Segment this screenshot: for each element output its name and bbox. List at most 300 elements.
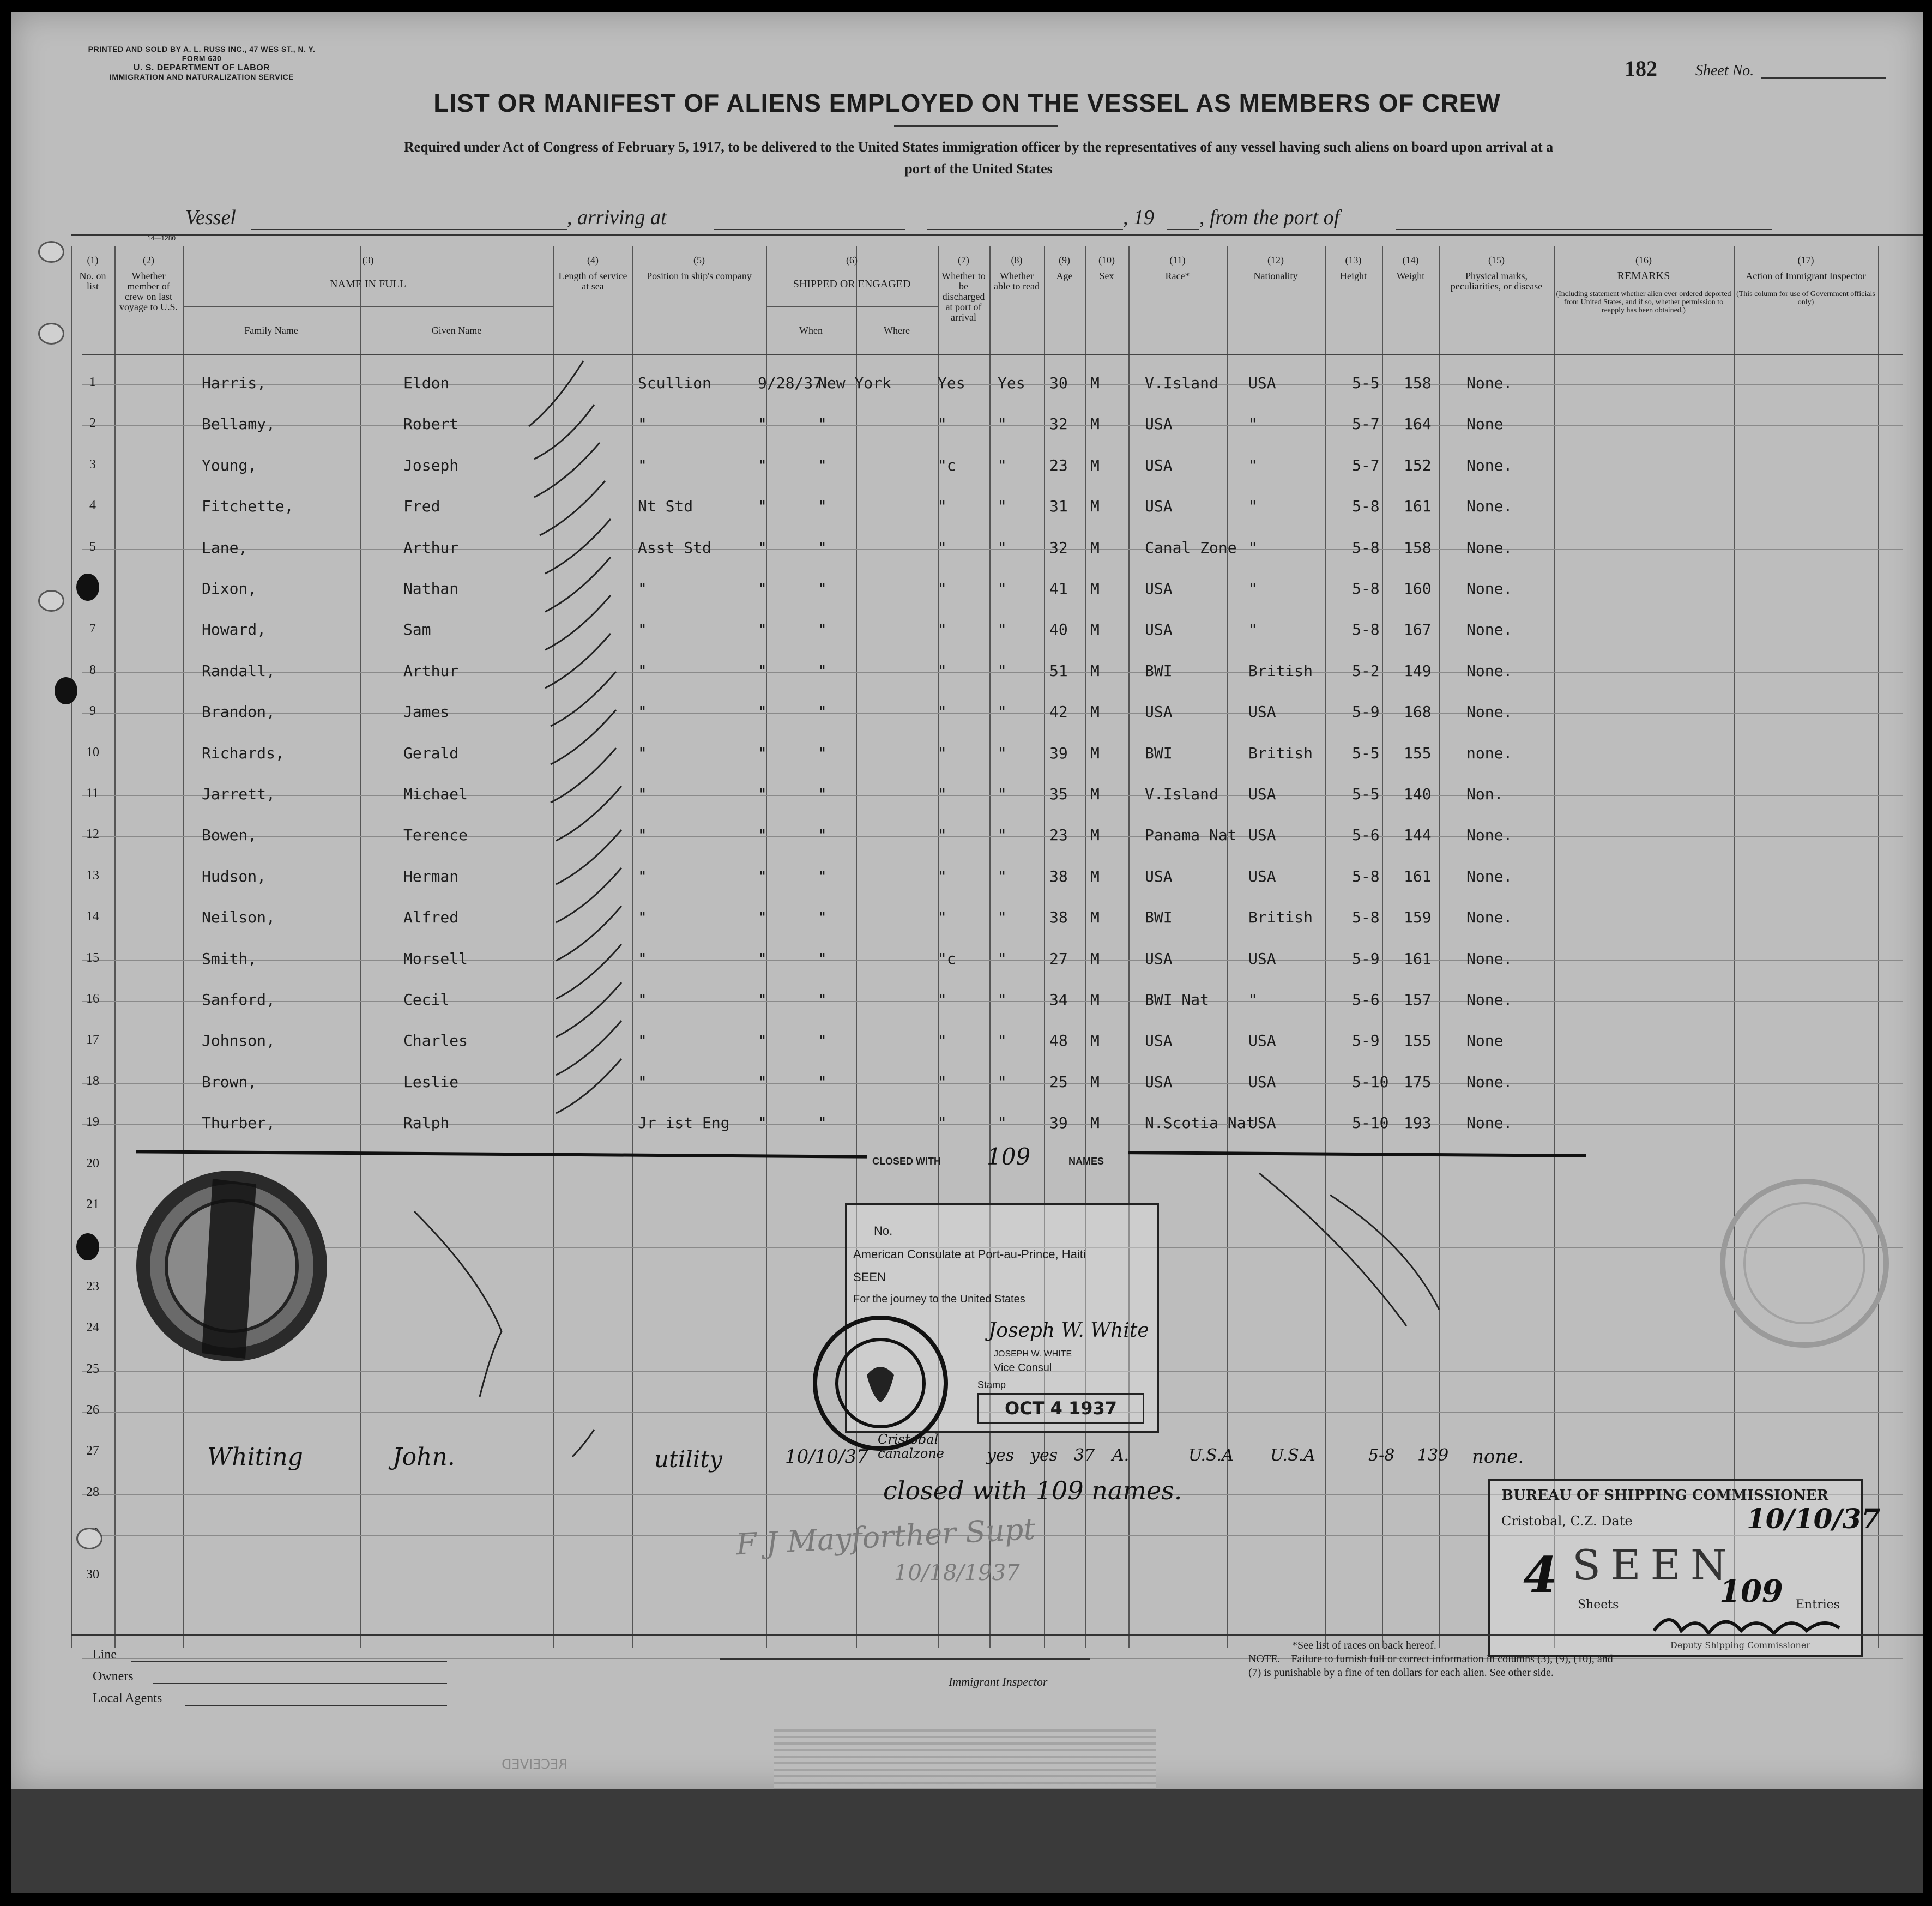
- cell-height: 5-2: [1352, 661, 1380, 680]
- cell-discharged: "c: [938, 456, 956, 474]
- column-number: (17): [1797, 255, 1814, 266]
- column-header: NAME IN FULL: [330, 278, 406, 290]
- cell-age: 41: [1049, 580, 1068, 598]
- hw-marks: none.: [1472, 1446, 1524, 1468]
- cell-given: Sam: [403, 620, 431, 639]
- row-number: 8: [89, 662, 96, 677]
- cell-age: 38: [1049, 867, 1068, 885]
- cell-height: 5-6: [1352, 991, 1380, 1009]
- cell-weight: 155: [1404, 1032, 1432, 1050]
- cell-when: ": [758, 908, 767, 927]
- service: IMMIGRATION AND NATURALIZATION SERVICE: [110, 73, 294, 81]
- page-underlay: [11, 1789, 1923, 1893]
- cell-position: ": [638, 415, 647, 433]
- cell-family: Dixon,: [202, 580, 257, 598]
- shipping-commissioner-stamp: [1488, 1479, 1881, 1657]
- cell-weight: 158: [1404, 538, 1432, 557]
- cell-height: 5-10: [1352, 1114, 1389, 1132]
- cell-sex: M: [1090, 949, 1100, 968]
- row-number: 4: [89, 498, 96, 513]
- note-line-1: NOTE.—Failure to furnish full or correct information in columns (3), (9), (10), and: [1248, 1653, 1613, 1665]
- cell-position: Asst Std: [638, 538, 711, 557]
- cell-height: 5-8: [1352, 580, 1380, 598]
- cell-read: ": [998, 580, 1007, 598]
- column-header: Physical marks, peculiarities, or disease: [1450, 270, 1543, 292]
- cell-sex: M: [1090, 826, 1100, 845]
- cell-weight: 175: [1404, 1072, 1432, 1091]
- cell-nationality: USA: [1248, 374, 1276, 392]
- cell-nationality: British: [1248, 908, 1313, 927]
- cell-given: Cecil: [403, 991, 450, 1009]
- footer-owners-label: Owners: [93, 1669, 134, 1684]
- row-number: 7: [89, 622, 96, 636]
- cell-read: ": [998, 991, 1007, 1009]
- column-header: Nationality: [1253, 270, 1298, 281]
- cell-discharged: ": [938, 620, 947, 639]
- cell-when: ": [758, 826, 767, 845]
- cell-weight: 155: [1404, 744, 1432, 762]
- cell-weight: 167: [1404, 620, 1432, 639]
- footer-owners-field[interactable]: [153, 1683, 447, 1684]
- consulate-stamp-label: Stamp: [977, 1379, 1006, 1390]
- cell-sex: M: [1090, 538, 1100, 557]
- consul-printed-name: JOSEPH W. WHITE: [994, 1349, 1072, 1359]
- cell-discharged: ": [938, 744, 947, 762]
- cell-family: Smith,: [202, 949, 257, 968]
- cell-marks: Non.: [1466, 785, 1504, 803]
- cell-position: ": [638, 661, 647, 680]
- hw-read: yes: [1030, 1446, 1058, 1465]
- from-port-label: , from the port of: [1199, 206, 1340, 229]
- hw-when: 10/10/37: [785, 1446, 868, 1468]
- hw-nationality: U.S.A: [1270, 1446, 1315, 1465]
- cell-sex: M: [1090, 374, 1100, 392]
- cell-weight: 149: [1404, 661, 1432, 680]
- column-header: SHIPPED OR ENGAGED: [793, 278, 911, 290]
- cell-family: Richards,: [202, 744, 285, 762]
- cell-sex: M: [1090, 456, 1100, 474]
- cell-read: ": [998, 620, 1007, 639]
- vessel-label: Vessel: [185, 206, 236, 229]
- cell-when: ": [758, 703, 767, 721]
- closed-with-count: 109: [987, 1143, 1031, 1170]
- cell-weight: 144: [1404, 826, 1432, 845]
- cell-race: Canal Zone: [1145, 538, 1237, 557]
- cell-marks: None.: [1466, 497, 1513, 516]
- column-header: Length of service at sea: [558, 270, 627, 292]
- consulate-no-label: No.: [874, 1224, 893, 1238]
- cell-race: Panama Nat: [1145, 826, 1237, 845]
- footer-line-label: Line: [93, 1648, 117, 1662]
- cell-nationality: USA: [1248, 1032, 1276, 1050]
- cell-nationality: ": [1248, 620, 1258, 639]
- cell-weight: 164: [1404, 415, 1432, 433]
- cell-sex: M: [1090, 867, 1100, 885]
- cell-nationality: ": [1248, 497, 1258, 516]
- cell-position: ": [638, 949, 647, 968]
- cell-position: ": [638, 580, 647, 598]
- cell-race: USA: [1145, 580, 1173, 598]
- consulate-name: American Consulate at Port-au-Prince, Haiti: [853, 1247, 1086, 1261]
- cell-when: ": [758, 949, 767, 968]
- cell-nationality: ": [1248, 991, 1258, 1009]
- bureau-sheets-value: 4: [1523, 1546, 1557, 1604]
- cell-race: USA: [1145, 703, 1173, 721]
- cell-age: 34: [1049, 991, 1068, 1009]
- cell-when: ": [758, 620, 767, 639]
- column-header: No. on list: [79, 270, 106, 292]
- arriving-label: , arriving at: [567, 206, 667, 229]
- form-code: 14—1280: [147, 234, 176, 242]
- cell-family: Bellamy,: [202, 415, 275, 433]
- cell-given: Joseph: [403, 456, 459, 474]
- row-number: 20: [86, 1156, 99, 1171]
- cell-given: Arthur: [403, 538, 459, 557]
- cell-given: Terence: [403, 826, 468, 845]
- cell-read: ": [998, 497, 1007, 516]
- hw-family: Whiting: [207, 1443, 303, 1471]
- cell-when: ": [758, 1072, 767, 1091]
- binder-hole-4: [38, 590, 64, 612]
- cell-family: Hudson,: [202, 867, 267, 885]
- cell-sex: M: [1090, 580, 1100, 598]
- cell-nationality: ": [1248, 538, 1258, 557]
- cell-sex: M: [1090, 744, 1100, 762]
- cell-nationality: USA: [1248, 949, 1276, 968]
- row-number: 21: [86, 1197, 99, 1211]
- cell-when: ": [758, 661, 767, 680]
- cell-position: ": [638, 744, 647, 762]
- cell-weight: 161: [1404, 497, 1432, 516]
- bureau-signer-label: Deputy Shipping Commissioner: [1670, 1640, 1810, 1650]
- cell-where: ": [818, 538, 827, 557]
- cell-weight: 157: [1404, 991, 1432, 1009]
- cell-family: Sanford,: [202, 991, 275, 1009]
- cell-discharged: ": [938, 785, 947, 803]
- page-title: LIST OR MANIFEST OF ALIENS EMPLOYED ON THE VESSEL AS MEMBERS OF CREW: [433, 89, 1501, 117]
- cell-when: ": [758, 991, 767, 1009]
- cell-nationality: British: [1248, 744, 1313, 762]
- column-header: Height: [1340, 270, 1367, 281]
- bureau-city: Cristobal, C.Z. Date: [1501, 1513, 1633, 1529]
- row-number: 5: [89, 539, 96, 554]
- column-number: (11): [1169, 255, 1186, 266]
- cell-nationality: ": [1248, 456, 1258, 474]
- cell-marks: None.: [1466, 661, 1513, 680]
- column-number: (8): [1011, 255, 1023, 266]
- cell-marks: None.: [1466, 1114, 1513, 1132]
- cell-read: ": [998, 661, 1007, 680]
- cell-family: Howard,: [202, 620, 267, 639]
- cell-read: ": [998, 785, 1007, 803]
- cell-read: ": [998, 538, 1007, 557]
- hw-given: John.: [393, 1443, 455, 1471]
- footer-agents-field[interactable]: [185, 1705, 447, 1706]
- column-subheader: Given Name: [431, 325, 482, 336]
- cell-discharged: ": [938, 908, 947, 927]
- cell-position: Jr ist Eng: [638, 1114, 730, 1132]
- cell-race: USA: [1145, 620, 1173, 639]
- cell-where: ": [818, 785, 827, 803]
- year-label: , 19: [1123, 206, 1154, 229]
- cell-discharged: ": [938, 1114, 947, 1132]
- manifest-sheet: [11, 12, 1923, 1789]
- bureau-date: 10/10/37: [1747, 1503, 1881, 1535]
- binder-hole-6: [76, 1233, 99, 1260]
- cell-marks: None.: [1466, 580, 1513, 598]
- binder-hole-5: [55, 677, 77, 704]
- footer-top-rule: [71, 1634, 1923, 1636]
- cell-age: 51: [1049, 661, 1068, 680]
- cell-height: 5-9: [1352, 949, 1380, 968]
- note-line-2: (7) is punishable by a fine of ten dollars for each alien. See other side.: [1248, 1667, 1554, 1679]
- column-number: (10): [1098, 255, 1115, 266]
- cell-height: 5-8: [1352, 908, 1380, 927]
- hw-closed-note: closed with 109 names.: [883, 1476, 1182, 1505]
- bureau-sheets-label: Sheets: [1578, 1598, 1619, 1612]
- column-header: Action of Immigrant Inspector: [1746, 270, 1866, 281]
- bureau-seen: SEEN: [1572, 1541, 1737, 1589]
- binder-hole-7: [76, 1528, 102, 1549]
- hw-discharged: yes: [987, 1446, 1015, 1465]
- cell-height: 5-9: [1352, 703, 1380, 721]
- footer-agents-label: Local Agents: [93, 1691, 162, 1705]
- cell-position: ": [638, 1072, 647, 1091]
- row-number: 11: [86, 786, 99, 800]
- cell-height: 5-8: [1352, 620, 1380, 639]
- cell-when: ": [758, 744, 767, 762]
- cell-age: 48: [1049, 1032, 1068, 1050]
- row-number: 19: [86, 1115, 99, 1130]
- cell-age: 32: [1049, 415, 1068, 433]
- binder-hole-2: [38, 323, 64, 345]
- cell-when: ": [758, 415, 767, 433]
- cell-race: USA: [1145, 867, 1173, 885]
- cell-marks: None.: [1466, 456, 1513, 474]
- cell-position: ": [638, 703, 647, 721]
- cell-where: ": [818, 826, 827, 845]
- cell-discharged: ": [938, 538, 947, 557]
- cell-discharged: "c: [938, 949, 956, 968]
- cell-where: ": [818, 908, 827, 927]
- footer-line-field[interactable]: [131, 1661, 447, 1662]
- cell-sex: M: [1090, 415, 1100, 433]
- hw-height: 5-8: [1368, 1446, 1395, 1465]
- cell-when: 9/28/37: [758, 374, 823, 392]
- cell-where: ": [818, 415, 827, 433]
- cell-given: Arthur: [403, 661, 459, 680]
- cell-when: ": [758, 1032, 767, 1050]
- cell-height: 5-5: [1352, 744, 1380, 762]
- cell-given: James: [403, 703, 450, 721]
- row-number: 15: [86, 950, 99, 965]
- department: U. S. DEPARTMENT OF LABOR: [133, 63, 270, 73]
- cell-marks: None.: [1466, 538, 1513, 557]
- cell-sex: M: [1090, 703, 1100, 721]
- bureau-entries-value: 109: [1719, 1573, 1783, 1609]
- cell-family: Harris,: [202, 374, 267, 392]
- cell-sex: M: [1090, 785, 1100, 803]
- column-header: Race*: [1165, 270, 1190, 281]
- cell-height: 5-7: [1352, 415, 1380, 433]
- column-header: Whether to be discharged at port of arrival: [941, 270, 986, 323]
- column-number: (4): [587, 255, 599, 266]
- cell-weight: 158: [1404, 374, 1432, 392]
- cell-position: ": [638, 1032, 647, 1050]
- cell-age: 30: [1049, 374, 1068, 392]
- cell-where: ": [818, 867, 827, 885]
- consul-title: Vice Consul: [994, 1362, 1052, 1374]
- inspector-signature-field[interactable]: [720, 1658, 1090, 1660]
- cell-race: USA: [1145, 1032, 1173, 1050]
- cell-nationality: ": [1248, 580, 1258, 598]
- cell-where: ": [818, 991, 827, 1009]
- row-number: 28: [86, 1485, 99, 1499]
- binder-hole-1: [38, 241, 64, 263]
- cell-given: Eldon: [403, 374, 450, 392]
- consulate-date: OCT 4 1937: [977, 1393, 1144, 1424]
- cell-given: Charles: [403, 1032, 468, 1050]
- cell-position: ": [638, 620, 647, 639]
- column-number: (7): [958, 255, 969, 266]
- cell-sex: M: [1090, 1032, 1100, 1050]
- cell-read: ": [998, 908, 1007, 927]
- row-number: 26: [86, 1403, 99, 1417]
- cell-race: USA: [1145, 415, 1173, 433]
- cell-discharged: ": [938, 991, 947, 1009]
- cell-height: 5-8: [1352, 867, 1380, 885]
- row-number: 23: [86, 1279, 99, 1294]
- cell-nationality: USA: [1248, 785, 1276, 803]
- cell-weight: 152: [1404, 456, 1432, 474]
- cell-read: ": [998, 949, 1007, 968]
- subtitle-line-1: Required under Act of Congress of February 5, 1917, to be delivered to the United States immigration officer by the representatives of any vessel having such aliens on board upon arrival at a: [403, 139, 1554, 155]
- cell-marks: None.: [1466, 949, 1513, 968]
- cell-where: ": [818, 1114, 827, 1132]
- cell-weight: 161: [1404, 867, 1432, 885]
- cell-family: Johnson,: [202, 1032, 275, 1050]
- cell-given: Ralph: [403, 1114, 450, 1132]
- cell-where: ": [818, 1032, 827, 1050]
- row-number: 14: [86, 909, 99, 924]
- column-header: REMARKS: [1617, 270, 1670, 282]
- cell-position: ": [638, 785, 647, 803]
- row-number: 9: [89, 704, 96, 719]
- cell-race: USA: [1145, 949, 1173, 968]
- cell-where: ": [818, 580, 827, 598]
- cell-given: Nathan: [403, 580, 459, 598]
- cell-when: ": [758, 538, 767, 557]
- cell-given: Fred: [403, 497, 440, 516]
- closed-with-suffix: NAMES: [1068, 1156, 1104, 1167]
- cell-discharged: ": [938, 580, 947, 598]
- cell-nationality: ": [1248, 415, 1258, 433]
- cell-given: Robert: [403, 415, 459, 433]
- column-number: (5): [693, 255, 705, 266]
- cell-discharged: ": [938, 415, 947, 433]
- binder-hole-3: [76, 574, 99, 601]
- cell-age: 27: [1049, 949, 1068, 968]
- cell-age: 39: [1049, 744, 1068, 762]
- cell-position: ": [638, 456, 647, 474]
- hw-age: 37: [1074, 1446, 1095, 1465]
- column-header: Position in ship's company: [647, 270, 752, 281]
- column-header-note: (This column for use of Government officials only): [1736, 290, 1875, 306]
- cell-marks: None.: [1466, 374, 1513, 392]
- cell-nationality: USA: [1248, 1072, 1276, 1091]
- column-header-note: (Including statement whether alien ever ordered deported from United States, and if so, whether permission to reapply has been obtained.): [1556, 290, 1731, 315]
- races-note: *See list of races on back hereof.: [1292, 1639, 1436, 1651]
- cell-marks: None.: [1466, 991, 1513, 1009]
- cell-sex: M: [1090, 1072, 1100, 1091]
- cell-read: Yes: [998, 374, 1025, 392]
- row-number: 30: [86, 1567, 99, 1582]
- row-number: 17: [86, 1033, 99, 1047]
- column-number: (9): [1059, 255, 1070, 266]
- row-number: 27: [86, 1444, 99, 1458]
- cell-height: 5-9: [1352, 1032, 1380, 1050]
- cell-read: ": [998, 415, 1007, 433]
- column-number: (2): [143, 255, 154, 266]
- column-header: Whether able to read: [994, 270, 1040, 292]
- cell-sex: M: [1090, 908, 1100, 927]
- row-number: 18: [86, 1073, 99, 1088]
- cell-family: Fitchette,: [202, 497, 294, 516]
- cell-given: Morsell: [403, 949, 468, 968]
- cell-race: USA: [1145, 497, 1173, 516]
- cell-when: ": [758, 580, 767, 598]
- cell-position: Nt Std: [638, 497, 693, 516]
- cell-read: ": [998, 1114, 1007, 1132]
- cell-nationality: USA: [1248, 826, 1276, 845]
- received-stamp: RECEIVED: [502, 1757, 567, 1772]
- cell-where: ": [818, 661, 827, 680]
- cell-where: ": [818, 1072, 827, 1091]
- cell-family: Thurber,: [202, 1114, 275, 1132]
- cell-age: 23: [1049, 456, 1068, 474]
- row-number: 1: [89, 375, 96, 389]
- column-number: (12): [1267, 255, 1284, 266]
- cell-weight: 193: [1404, 1114, 1432, 1132]
- cell-where: ": [818, 949, 827, 968]
- hw-weight: 139: [1417, 1446, 1449, 1465]
- cell-family: Brown,: [202, 1072, 257, 1091]
- consul-signature: Joseph W. White: [988, 1319, 1149, 1342]
- cell-discharged: ": [938, 661, 947, 680]
- cell-given: Michael: [403, 785, 468, 803]
- cell-age: 39: [1049, 1114, 1068, 1132]
- cell-marks: none.: [1466, 744, 1513, 762]
- cell-read: ": [998, 1072, 1007, 1091]
- cell-sex: M: [1090, 661, 1100, 680]
- row-number: 12: [86, 827, 99, 842]
- bleed-through-text: [774, 1729, 1156, 1789]
- cell-discharged: ": [938, 1072, 947, 1091]
- cell-position: ": [638, 826, 647, 845]
- cell-age: 42: [1049, 703, 1068, 721]
- cell-age: 32: [1049, 538, 1068, 557]
- cell-family: Randall,: [202, 661, 275, 680]
- cell-where: ": [818, 620, 827, 639]
- sheet-label: Sheet No.: [1695, 62, 1754, 79]
- hw-position: utility: [654, 1446, 722, 1473]
- cell-weight: 168: [1404, 703, 1432, 721]
- cell-age: 38: [1049, 908, 1068, 927]
- cell-given: Alfred: [403, 908, 459, 927]
- column-number: (15): [1488, 255, 1505, 266]
- cell-nationality: USA: [1248, 867, 1276, 885]
- cell-family: Young,: [202, 456, 257, 474]
